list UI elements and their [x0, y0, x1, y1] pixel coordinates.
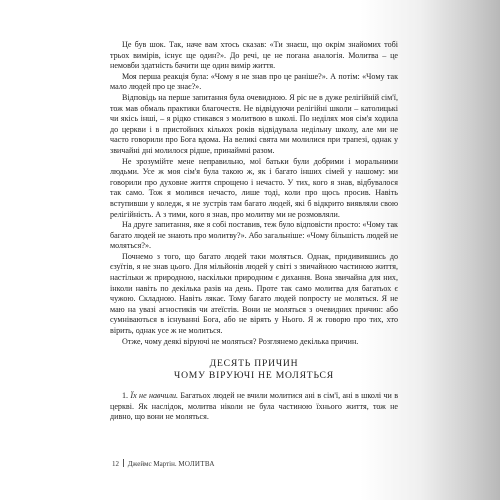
footer-author: Джеймс Мартін.: [127, 460, 177, 468]
list-item-text: Багатьох людей не вчили молитися ані в сім'ї, ані в школі чи в церкві. Як наслідок, молитва ніколи не була частиною їхнього життя, тож не дивно, що вони не моляться.: [110, 391, 399, 422]
paragraph-6: Почнемо з того, що багато людей таки моляться. Однак, придивившись до єзуїтів, я не знав цього. Для мільйонів людей у світі з звичайною частиною життя, настільки ж природною, наскільки природним є дихання. Вона звичайна для них, інколи навіть по декілька разів на день. Проте так само молитва для багатьох є чужою. Складною. Навіть лякає. Тому багато людей попросту не моляться. Я не маю на увазі агностиків чи атеїстів. Вони не моляться з очевидних причин: або сумніваються в існуванні Бога, або не вірять у Нього. Я ж говорю про тих, хто вірить, однак усе ж не молиться.: [110, 251, 398, 336]
section-heading-line-1: ДЕСЯТЬ ПРИЧИН: [209, 358, 299, 370]
paragraph-4: Не зрозумійте мене неправильно, мої батьки були добрими і моральними людьми. Усе ж моя сім'я була такою ж, як і багато інших сімей у нашому: ми говорили про духовне життя спрощено і нечасто. У тих, кого я знав, відбувалося так само. Тож я молився нечасто, лише тоді, коли про щось просив. Навіть вступивши у коледж, я не зустрів там багато людей, які б відкрито виявляли свою релігійність. А з тими, кого я знав, про молитву ми не розмовляли.: [110, 156, 398, 219]
running-footer: [112, 459, 215, 468]
paragraph-2: Моя перша реакція була: «Чому я не знав про це раніше?». А потім: «Чому так мало людей про це знає?».: [110, 71, 398, 92]
section-heading-line-2: ЧОМУ ВІРУЮЧІ НЕ МОЛЯТЬСЯ: [174, 370, 334, 382]
section-heading: [110, 358, 398, 382]
paragraph-5: На друге запитання, яке я собі поставив, теж було відповісти просто: «Чому так багато людей не знають про молитву?». Або загальніше: «Чому більшість людей не моляться?».: [110, 220, 398, 251]
page-body: [110, 40, 398, 423]
paragraph-7: Отже, чому деякі віруючі не моляться? Розглянемо декілька причин.: [122, 336, 359, 346]
list-item-number: 1.: [122, 391, 131, 401]
paragraph-1: Це був шок. Так, наче вам хтось сказав: «Ти знаєш, що окрім знайомих тобі трьох вимірів, існує ще один?». До речі, це не погана аналогія. Молитва – це немовби здатність бачити ще один вимір життя.: [110, 40, 398, 71]
list-item-1: [110, 391, 398, 423]
footer-book-title: МОЛИТВА: [178, 460, 215, 468]
footer-separator: [123, 459, 124, 467]
paragraph-3: Відповідь на перше запитання була очевидною. Я ріс не в дуже релігійній сім'ї, тож мав обмаль практики благочестя. Не відвідуючи релігійні школи – католицькі чи якісь інші, – я рідко стикався з молитвою в школі. По неділях моя сім'я ходила до церкви і в пристойних кількох років відвідувала недільну школу, але ми не часто говорили про Бога вдома. На великі свята ми молилися при трапезі, однак у звичайні дні молилося рідше, принаймні разом.: [110, 92, 398, 155]
list-item-emphasis: Їх не навчили.: [130, 391, 179, 401]
page-number: 12: [112, 460, 119, 468]
